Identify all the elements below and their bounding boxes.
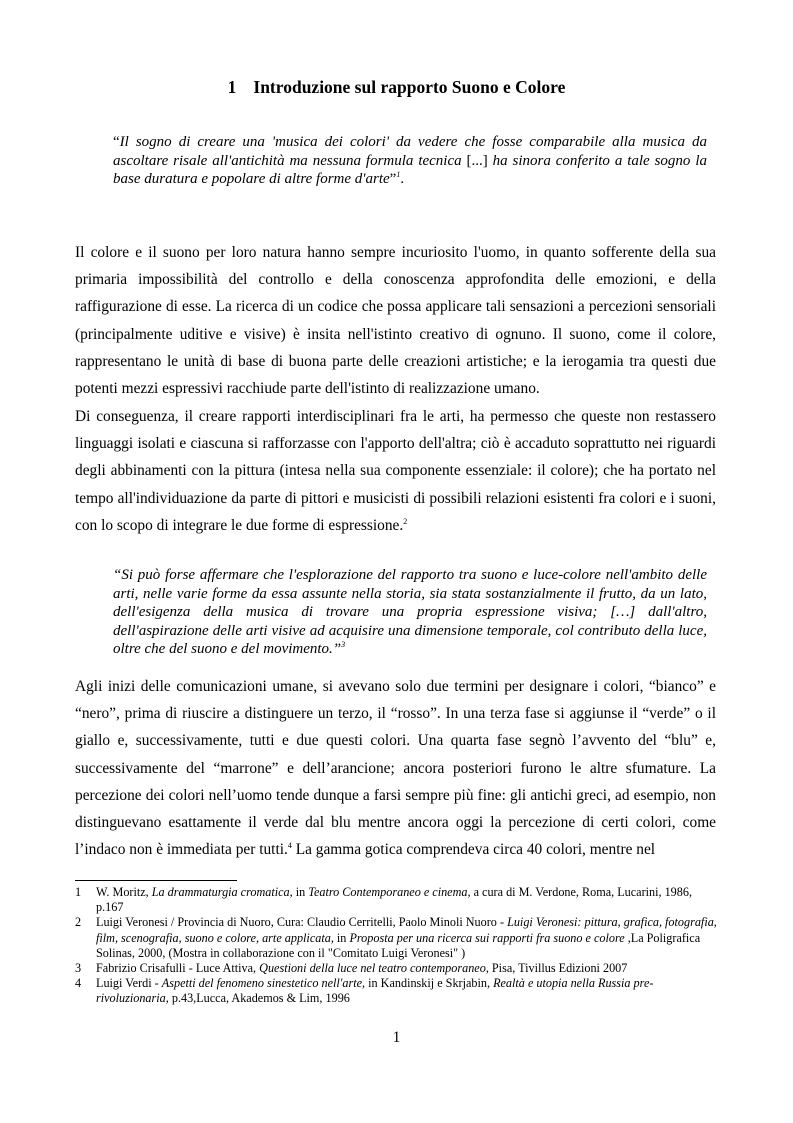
footnote-ref[interactable]: 4 <box>287 841 292 851</box>
quote-text: Il sogno di creare una 'musica dei colori' da vedere che fosse comparabile alla musica da ascoltare risale all'antichità ma nessuna formula tecnica <box>113 134 707 169</box>
footnote <box>75 976 718 1006</box>
footnote-title: Teatro Contemporaneo e cinema <box>308 885 468 899</box>
footnote-number: 1 <box>75 885 82 899</box>
quote-open-mark: “ <box>113 134 120 150</box>
footnote <box>75 915 718 961</box>
body-paragraph <box>75 403 716 539</box>
footnote-text: ,La Poligrafica Solinas, 2000, (Mostra in collaborazione con il "Comitato Luigi Veronesi" ) <box>96 930 701 960</box>
quote-end: . <box>400 171 405 188</box>
footnote-text: Luigi Verdi - <box>96 976 162 991</box>
footnote-title: Realtà e utopia nella Russia pre-rivoluzionaria, <box>96 976 654 1006</box>
footnote-text: , Pisa, Tivillus Edizioni 2007 <box>485 961 628 976</box>
block-quote <box>113 566 707 659</box>
footnote-text: in <box>292 885 309 899</box>
quote-text-continued: ha sinora conferito a tale sogno la base duratura e popolare di altre forme d'arte <box>113 152 707 188</box>
footnote-title: Questioni della luce nel teatro contemporaneo <box>259 961 486 976</box>
section-heading <box>0 76 793 98</box>
footnote-title: Aspetti del fenomeno sinestetico nell'arte, <box>161 976 366 991</box>
epigraph-quote <box>113 133 707 189</box>
body-paragraph: Il colore e il suono per loro natura hanno sempre incuriosito l'uomo, in quanto sofferente della sua primaria impossibilità del controllo e della conoscenza approfondita delle emozioni, e della raffigurazione di esse. La ricerca di un codice che possa applicare tali sensazioni a percezioni sensoriali (principalmente uditive e visive) è insita nell'istinto creativo di ognuno. Il suono, come il colore, rappresentano le unità di base di buona parte delle creazioni artistiche; e la ierogamia tra questi due potenti mezzi espressivi racchiude parte dell'istinto di realizzazione umano. <box>75 244 716 398</box>
footnote <box>75 961 718 976</box>
footnote-text: W. Moritz, <box>96 885 152 899</box>
footnote-text: Luigi Veronesi / Provincia di Nuoro, Cura: Claudio Cerritelli, Paolo Minoli Nuoro - <box>96 915 508 930</box>
footnote-ref[interactable]: 1 <box>396 170 401 180</box>
footnote-number: 4 <box>75 976 82 991</box>
footnote-text: in Kandinskij e Skrjabin, <box>365 976 494 991</box>
footnote-text: , in <box>330 930 350 945</box>
body-paragraph <box>75 673 716 863</box>
paragraph-text: Di conseguenza, il creare rapporti interdisciplinari fra le arti, ha permesso che queste non restassero linguaggi isolati e ciascuna si rafforzasse con l'apporto dell'altra; ciò è accaduto soprattutto nei riguardi degli abbinamenti con la pittura (intesa nella sua componente essenziale: il colore); che ha portato nel tempo all'individuazione da parte di pittori e musicisti di possibili relazioni esistenti fra colori e i suoni, con lo scopo di integrare le due forme di espressione. <box>75 408 716 534</box>
footnote-text: p.43,Lucca, Akademos & Lim, 1996 <box>168 991 350 1006</box>
footnote-title: Proposta per una ricerca sui rapporti fra suono e colore <box>349 930 625 945</box>
quote-ellipsis: [...] <box>466 152 488 169</box>
section-number: 1 <box>227 77 237 97</box>
quote-text: “Si può forse affermare che l'esplorazione del rapporto tra suono e luce-colore nell'ambito delle arti, nelle varie forme da essa assunte nella storia, sia stata sostanzialmente il frutto, da un lato, dell'esigenza della musica di trovare una propria espressione visiva; […] dall'altro, dell'aspirazione delle arti visive ad acquisire una dimensione temporale, col contributo della luce, oltre che del suono e del movimento.” <box>113 567 707 658</box>
section-title: Introduzione sul rapporto Suono e Colore <box>253 77 566 97</box>
paragraph-text-continued: La gamma gotica comprendeva circa 40 colori, mentre nel <box>291 841 656 859</box>
page-number: 1 <box>392 1029 401 1046</box>
paragraph-text: Agli inizi delle comunicazioni umane, si avevano solo due termini per designare i colori, “bianco” e “nero”, prima di riuscire a distinguere un terzo, il “rosso”. In una terza fase si aggiunse il “verde” o il giallo e, successivamente, tutti e due questi colori. Una quarta fase segnò l’avvento del “blu” e, successivamente del “marrone” e dell’arancione; ancora posteriori furono le altre sfumature. La percezione dei colori nell’uomo tende dunque a farsi sempre più fine: gli antichi greci, ad esempio, non distinguevano esattamente il verde dal blu mentre ancora oggi la percezione di certi colori, come l’indaco non è immediata per tutti. <box>75 678 716 859</box>
footnote-ref[interactable]: 3 <box>341 640 346 650</box>
footnote-title: La drammaturgia cromatica, <box>151 885 293 899</box>
footnote-text: Fabrizio Crisafulli - Luce Attiva, <box>96 961 260 976</box>
footnote-number: 3 <box>75 961 82 976</box>
quote-close-mark: ” <box>389 171 397 188</box>
footnote-ref[interactable]: 2 <box>403 516 408 526</box>
footnotes-list <box>75 885 718 1007</box>
footnote-number: 2 <box>75 915 82 930</box>
footnote-separator <box>75 880 237 881</box>
footnote-text: , a cura di M. Verdone, Roma, Lucarini, 1986, p.167 <box>96 885 693 915</box>
footnote <box>75 885 718 915</box>
footnote-title: Luigi Veronesi: pittura, grafica, fotografia, film, scenografia, suono e colore, arte applicata <box>96 915 717 945</box>
